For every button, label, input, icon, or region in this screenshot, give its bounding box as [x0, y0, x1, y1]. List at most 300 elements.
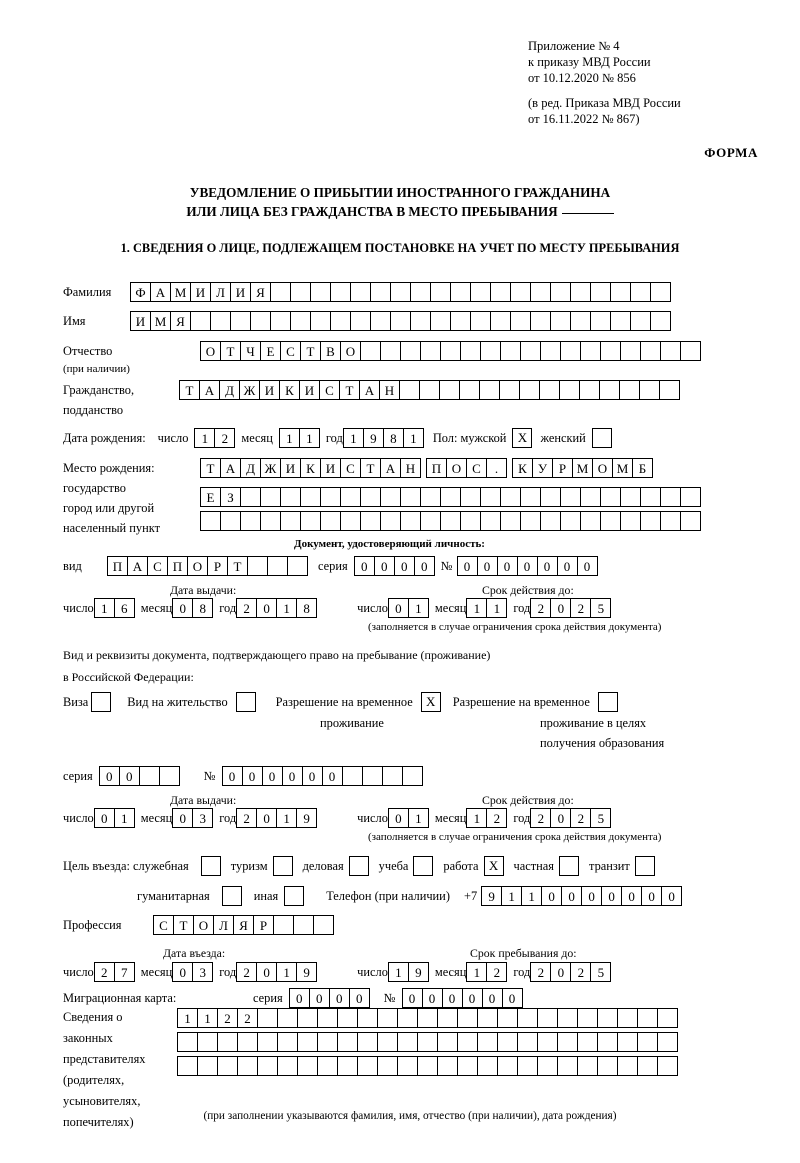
char-cell[interactable]: 0 [402, 988, 423, 1008]
char-cell[interactable]: 0 [557, 556, 578, 576]
char-cell[interactable] [357, 1056, 378, 1076]
input-doc-number[interactable] [457, 556, 598, 576]
char-cell[interactable]: Я [250, 282, 271, 302]
char-cell[interactable] [313, 915, 334, 935]
char-cell[interactable]: И [299, 380, 320, 400]
char-cell[interactable] [300, 511, 321, 531]
char-cell[interactable]: А [359, 380, 380, 400]
char-cell[interactable]: 0 [581, 886, 602, 906]
char-cell[interactable]: 1 [276, 962, 297, 982]
char-cell[interactable]: С [280, 341, 301, 361]
input-doc-issue-year[interactable] [236, 598, 317, 618]
char-cell[interactable] [580, 487, 601, 507]
char-cell[interactable] [217, 1056, 238, 1076]
char-cell[interactable]: К [512, 458, 533, 478]
char-cell[interactable]: У [532, 458, 553, 478]
char-cell[interactable] [557, 1032, 578, 1052]
char-cell[interactable]: 0 [394, 556, 415, 576]
char-cell[interactable] [580, 511, 601, 531]
checkbox-sex-female[interactable] [592, 428, 612, 448]
char-cell[interactable] [577, 1056, 598, 1076]
char-cell[interactable] [440, 511, 461, 531]
char-cell[interactable] [600, 487, 621, 507]
char-cell[interactable] [430, 282, 451, 302]
char-cell[interactable] [620, 341, 641, 361]
char-cell[interactable] [620, 487, 641, 507]
input-phone[interactable] [481, 886, 682, 906]
char-cell[interactable] [177, 1056, 198, 1076]
char-cell[interactable] [520, 341, 541, 361]
char-cell[interactable] [460, 341, 481, 361]
char-cell[interactable] [397, 1008, 418, 1028]
char-cell[interactable] [490, 311, 511, 331]
char-cell[interactable] [540, 341, 561, 361]
char-cell[interactable]: И [190, 282, 211, 302]
char-cell[interactable] [600, 341, 621, 361]
char-cell[interactable] [519, 380, 540, 400]
char-cell[interactable]: М [150, 311, 171, 331]
char-cell[interactable]: 1 [388, 962, 409, 982]
char-cell[interactable] [360, 341, 381, 361]
char-cell[interactable]: 0 [172, 598, 193, 618]
char-cell[interactable] [277, 1056, 298, 1076]
char-cell[interactable] [382, 766, 403, 786]
char-cell[interactable]: 1 [197, 1008, 218, 1028]
char-cell[interactable] [400, 487, 421, 507]
char-cell[interactable]: 0 [94, 808, 115, 828]
input-legal-row3[interactable] [177, 1056, 678, 1076]
char-cell[interactable]: С [147, 556, 168, 576]
char-cell[interactable] [520, 487, 541, 507]
char-cell[interactable] [220, 511, 241, 531]
char-cell[interactable] [267, 556, 288, 576]
char-cell[interactable]: Я [170, 311, 191, 331]
char-cell[interactable]: В [320, 341, 341, 361]
char-cell[interactable]: Л [210, 282, 231, 302]
char-cell[interactable]: Н [379, 380, 400, 400]
char-cell[interactable] [390, 282, 411, 302]
checkbox-purpose-official[interactable] [201, 856, 221, 876]
char-cell[interactable] [320, 511, 341, 531]
input-stayuntil-year[interactable] [530, 962, 611, 982]
char-cell[interactable]: 0 [497, 556, 518, 576]
checkbox-edu-residence[interactable] [598, 692, 618, 712]
char-cell[interactable]: 0 [349, 988, 370, 1008]
char-cell[interactable] [540, 511, 561, 531]
char-cell[interactable]: . [486, 458, 507, 478]
char-cell[interactable] [660, 511, 681, 531]
char-cell[interactable]: 9 [363, 428, 384, 448]
char-cell[interactable]: 0 [374, 556, 395, 576]
char-cell[interactable]: М [572, 458, 593, 478]
char-cell[interactable] [457, 1032, 478, 1052]
char-cell[interactable] [380, 511, 401, 531]
char-cell[interactable] [210, 311, 231, 331]
char-cell[interactable] [290, 311, 311, 331]
char-cell[interactable] [357, 1032, 378, 1052]
char-cell[interactable]: 0 [354, 556, 375, 576]
char-cell[interactable] [560, 511, 581, 531]
char-cell[interactable] [400, 341, 421, 361]
char-cell[interactable] [460, 511, 481, 531]
char-cell[interactable] [537, 1032, 558, 1052]
char-cell[interactable] [200, 511, 221, 531]
char-cell[interactable] [287, 556, 308, 576]
char-cell[interactable] [417, 1008, 438, 1028]
char-cell[interactable] [240, 487, 261, 507]
char-cell[interactable]: 1 [299, 428, 320, 448]
checkbox-purpose-transit[interactable] [635, 856, 655, 876]
char-cell[interactable]: 0 [99, 766, 120, 786]
checkbox-purpose-tourism[interactable] [273, 856, 293, 876]
char-cell[interactable]: 1 [114, 808, 135, 828]
char-cell[interactable] [657, 1056, 678, 1076]
char-cell[interactable]: 1 [177, 1008, 198, 1028]
char-cell[interactable] [317, 1008, 338, 1028]
char-cell[interactable] [680, 487, 701, 507]
char-cell[interactable] [497, 1008, 518, 1028]
char-cell[interactable]: А [380, 458, 401, 478]
char-cell[interactable] [340, 511, 361, 531]
char-cell[interactable]: 2 [236, 598, 257, 618]
char-cell[interactable]: 1 [501, 886, 522, 906]
char-cell[interactable] [297, 1032, 318, 1052]
char-cell[interactable]: Ф [130, 282, 151, 302]
checkbox-purpose-work[interactable]: X [484, 856, 504, 876]
char-cell[interactable]: 9 [296, 808, 317, 828]
char-cell[interactable] [620, 511, 641, 531]
char-cell[interactable] [500, 511, 521, 531]
char-cell[interactable] [177, 1032, 198, 1052]
char-cell[interactable]: Т [200, 458, 221, 478]
char-cell[interactable] [410, 311, 431, 331]
input-mig-series[interactable] [289, 988, 370, 1008]
char-cell[interactable] [480, 341, 501, 361]
char-cell[interactable] [630, 282, 651, 302]
input-stay-issue-year[interactable] [236, 808, 317, 828]
char-cell[interactable] [402, 766, 423, 786]
char-cell[interactable]: А [220, 458, 241, 478]
char-cell[interactable] [659, 380, 680, 400]
char-cell[interactable]: К [300, 458, 321, 478]
char-cell[interactable]: Е [260, 341, 281, 361]
char-cell[interactable]: М [170, 282, 191, 302]
char-cell[interactable] [397, 1032, 418, 1052]
char-cell[interactable] [477, 1056, 498, 1076]
input-birth-year[interactable] [343, 428, 424, 448]
char-cell[interactable]: 0 [601, 886, 622, 906]
char-cell[interactable] [577, 1008, 598, 1028]
char-cell[interactable] [660, 487, 681, 507]
char-cell[interactable] [260, 487, 281, 507]
char-cell[interactable] [617, 1056, 638, 1076]
char-cell[interactable]: 5 [590, 598, 611, 618]
input-stayuntil-day[interactable] [388, 962, 429, 982]
char-cell[interactable] [197, 1056, 218, 1076]
char-cell[interactable] [417, 1056, 438, 1076]
char-cell[interactable] [517, 1008, 538, 1028]
char-cell[interactable]: И [280, 458, 301, 478]
checkbox-purpose-business[interactable] [349, 856, 369, 876]
char-cell[interactable]: О [340, 341, 361, 361]
char-cell[interactable]: И [320, 458, 341, 478]
char-cell[interactable]: 1 [343, 428, 364, 448]
char-cell[interactable]: Д [240, 458, 261, 478]
char-cell[interactable] [437, 1008, 458, 1028]
char-cell[interactable] [460, 487, 481, 507]
char-cell[interactable] [317, 1056, 338, 1076]
char-cell[interactable]: 0 [517, 556, 538, 576]
input-doc-issue-day[interactable] [94, 598, 135, 618]
char-cell[interactable]: 1 [94, 598, 115, 618]
char-cell[interactable]: 0 [322, 766, 343, 786]
input-birth-city-b[interactable] [512, 458, 653, 478]
char-cell[interactable] [570, 311, 591, 331]
char-cell[interactable]: 0 [172, 962, 193, 982]
input-doc-kind[interactable] [107, 556, 308, 576]
char-cell[interactable] [630, 311, 651, 331]
char-cell[interactable] [459, 380, 480, 400]
checkbox-purpose-study[interactable] [413, 856, 433, 876]
char-cell[interactable] [330, 282, 351, 302]
char-cell[interactable] [657, 1032, 678, 1052]
char-cell[interactable]: 2 [94, 962, 115, 982]
input-doc-valid-month[interactable] [466, 598, 507, 618]
char-cell[interactable] [497, 1032, 518, 1052]
char-cell[interactable] [557, 1056, 578, 1076]
char-cell[interactable] [559, 380, 580, 400]
char-cell[interactable] [437, 1032, 458, 1052]
char-cell[interactable] [430, 311, 451, 331]
char-cell[interactable] [470, 282, 491, 302]
char-cell[interactable] [270, 311, 291, 331]
input-birth-state[interactable] [200, 458, 421, 478]
char-cell[interactable]: 2 [530, 598, 551, 618]
char-cell[interactable] [377, 1056, 398, 1076]
char-cell[interactable]: 0 [550, 808, 571, 828]
char-cell[interactable] [159, 766, 180, 786]
input-birth-city-row3[interactable] [200, 511, 701, 531]
char-cell[interactable] [237, 1056, 258, 1076]
char-cell[interactable] [590, 282, 611, 302]
char-cell[interactable]: А [150, 282, 171, 302]
char-cell[interactable] [400, 511, 421, 531]
char-cell[interactable]: П [426, 458, 447, 478]
char-cell[interactable] [680, 511, 701, 531]
char-cell[interactable]: 1 [466, 808, 487, 828]
char-cell[interactable] [530, 282, 551, 302]
input-citizenship[interactable] [179, 380, 680, 400]
char-cell[interactable] [657, 1008, 678, 1028]
char-cell[interactable]: 0 [414, 556, 435, 576]
char-cell[interactable]: Р [207, 556, 228, 576]
char-cell[interactable] [440, 341, 461, 361]
char-cell[interactable]: И [259, 380, 280, 400]
char-cell[interactable]: Ч [240, 341, 261, 361]
char-cell[interactable]: А [127, 556, 148, 576]
char-cell[interactable] [360, 487, 381, 507]
char-cell[interactable] [540, 487, 561, 507]
char-cell[interactable] [377, 1032, 398, 1052]
char-cell[interactable]: 1 [276, 808, 297, 828]
char-cell[interactable] [350, 311, 371, 331]
input-surname[interactable] [130, 282, 671, 302]
input-stay-valid-month[interactable] [466, 808, 507, 828]
char-cell[interactable]: 0 [222, 766, 243, 786]
char-cell[interactable] [357, 1008, 378, 1028]
char-cell[interactable]: Р [552, 458, 573, 478]
char-cell[interactable]: 0 [329, 988, 350, 1008]
char-cell[interactable] [420, 487, 441, 507]
char-cell[interactable]: Ж [239, 380, 260, 400]
char-cell[interactable]: 0 [256, 962, 277, 982]
char-cell[interactable]: 9 [481, 886, 502, 906]
char-cell[interactable]: 0 [577, 556, 598, 576]
char-cell[interactable]: 3 [192, 808, 213, 828]
char-cell[interactable] [457, 1008, 478, 1028]
char-cell[interactable]: 0 [621, 886, 642, 906]
char-cell[interactable] [537, 1008, 558, 1028]
char-cell[interactable]: 1 [408, 808, 429, 828]
char-cell[interactable]: 0 [172, 808, 193, 828]
char-cell[interactable] [410, 282, 431, 302]
input-legal-row1[interactable] [177, 1008, 678, 1028]
char-cell[interactable]: 9 [408, 962, 429, 982]
char-cell[interactable] [437, 1056, 458, 1076]
char-cell[interactable] [530, 311, 551, 331]
char-cell[interactable] [270, 282, 291, 302]
char-cell[interactable] [240, 511, 261, 531]
char-cell[interactable] [637, 1056, 658, 1076]
char-cell[interactable] [517, 1056, 538, 1076]
char-cell[interactable]: Н [400, 458, 421, 478]
char-cell[interactable] [660, 341, 681, 361]
char-cell[interactable] [639, 380, 660, 400]
char-cell[interactable] [479, 380, 500, 400]
char-cell[interactable]: И [130, 311, 151, 331]
char-cell[interactable] [557, 1008, 578, 1028]
char-cell[interactable]: 3 [192, 962, 213, 982]
char-cell[interactable] [560, 341, 581, 361]
checkbox-residence-permit[interactable] [236, 692, 256, 712]
char-cell[interactable]: Т [179, 380, 200, 400]
char-cell[interactable] [617, 1032, 638, 1052]
char-cell[interactable] [597, 1008, 618, 1028]
char-cell[interactable] [600, 511, 621, 531]
char-cell[interactable] [250, 311, 271, 331]
char-cell[interactable] [579, 380, 600, 400]
input-mig-number[interactable] [402, 988, 523, 1008]
input-entry-day[interactable] [94, 962, 135, 982]
input-doc-valid-day[interactable] [388, 598, 429, 618]
input-legal-row2[interactable] [177, 1032, 678, 1052]
char-cell[interactable] [297, 1056, 318, 1076]
char-cell[interactable]: 0 [119, 766, 140, 786]
char-cell[interactable]: 0 [388, 598, 409, 618]
char-cell[interactable]: 2 [486, 808, 507, 828]
char-cell[interactable] [380, 341, 401, 361]
char-cell[interactable]: 1 [403, 428, 424, 448]
char-cell[interactable] [537, 1056, 558, 1076]
char-cell[interactable] [260, 511, 281, 531]
input-doc-valid-year[interactable] [530, 598, 611, 618]
char-cell[interactable]: 8 [383, 428, 404, 448]
input-birth-city-row2[interactable] [200, 487, 701, 507]
char-cell[interactable]: Т [173, 915, 194, 935]
char-cell[interactable] [580, 341, 601, 361]
char-cell[interactable] [300, 487, 321, 507]
char-cell[interactable]: 0 [256, 598, 277, 618]
char-cell[interactable]: 0 [289, 988, 310, 1008]
char-cell[interactable] [420, 511, 441, 531]
char-cell[interactable] [197, 1032, 218, 1052]
checkbox-purpose-humanitarian[interactable] [222, 886, 242, 906]
char-cell[interactable] [277, 1008, 298, 1028]
char-cell[interactable] [577, 1032, 598, 1052]
char-cell[interactable]: 0 [541, 886, 562, 906]
input-patronymic[interactable] [200, 341, 701, 361]
char-cell[interactable] [380, 487, 401, 507]
char-cell[interactable] [480, 511, 501, 531]
char-cell[interactable] [237, 1032, 258, 1052]
input-name[interactable] [130, 311, 671, 331]
char-cell[interactable]: О [592, 458, 613, 478]
char-cell[interactable]: И [230, 282, 251, 302]
char-cell[interactable] [280, 511, 301, 531]
char-cell[interactable] [273, 915, 294, 935]
char-cell[interactable]: 0 [561, 886, 582, 906]
checkbox-visa[interactable] [91, 692, 111, 712]
char-cell[interactable] [310, 282, 331, 302]
char-cell[interactable]: 0 [282, 766, 303, 786]
char-cell[interactable] [610, 311, 631, 331]
char-cell[interactable] [330, 311, 351, 331]
char-cell[interactable]: 0 [661, 886, 682, 906]
char-cell[interactable]: 0 [242, 766, 263, 786]
char-cell[interactable]: 0 [477, 556, 498, 576]
input-profession[interactable] [153, 915, 334, 935]
char-cell[interactable] [337, 1008, 358, 1028]
char-cell[interactable]: 0 [537, 556, 558, 576]
char-cell[interactable] [457, 1056, 478, 1076]
char-cell[interactable] [517, 1032, 538, 1052]
char-cell[interactable]: Л [213, 915, 234, 935]
char-cell[interactable]: 0 [502, 988, 523, 1008]
char-cell[interactable]: 2 [237, 1008, 258, 1028]
char-cell[interactable]: 2 [530, 962, 551, 982]
char-cell[interactable] [617, 1008, 638, 1028]
char-cell[interactable] [510, 282, 531, 302]
char-cell[interactable] [360, 511, 381, 531]
char-cell[interactable]: 0 [550, 598, 571, 618]
input-birth-day[interactable] [194, 428, 235, 448]
char-cell[interactable]: 1 [194, 428, 215, 448]
char-cell[interactable] [247, 556, 268, 576]
char-cell[interactable]: 1 [486, 598, 507, 618]
char-cell[interactable] [490, 282, 511, 302]
char-cell[interactable]: 0 [482, 988, 503, 1008]
char-cell[interactable] [480, 487, 501, 507]
char-cell[interactable]: С [340, 458, 361, 478]
char-cell[interactable]: Б [632, 458, 653, 478]
char-cell[interactable]: С [466, 458, 487, 478]
char-cell[interactable] [370, 311, 391, 331]
char-cell[interactable]: О [446, 458, 467, 478]
char-cell[interactable] [619, 380, 640, 400]
char-cell[interactable]: 0 [442, 988, 463, 1008]
char-cell[interactable] [217, 1032, 238, 1052]
char-cell[interactable]: М [612, 458, 633, 478]
